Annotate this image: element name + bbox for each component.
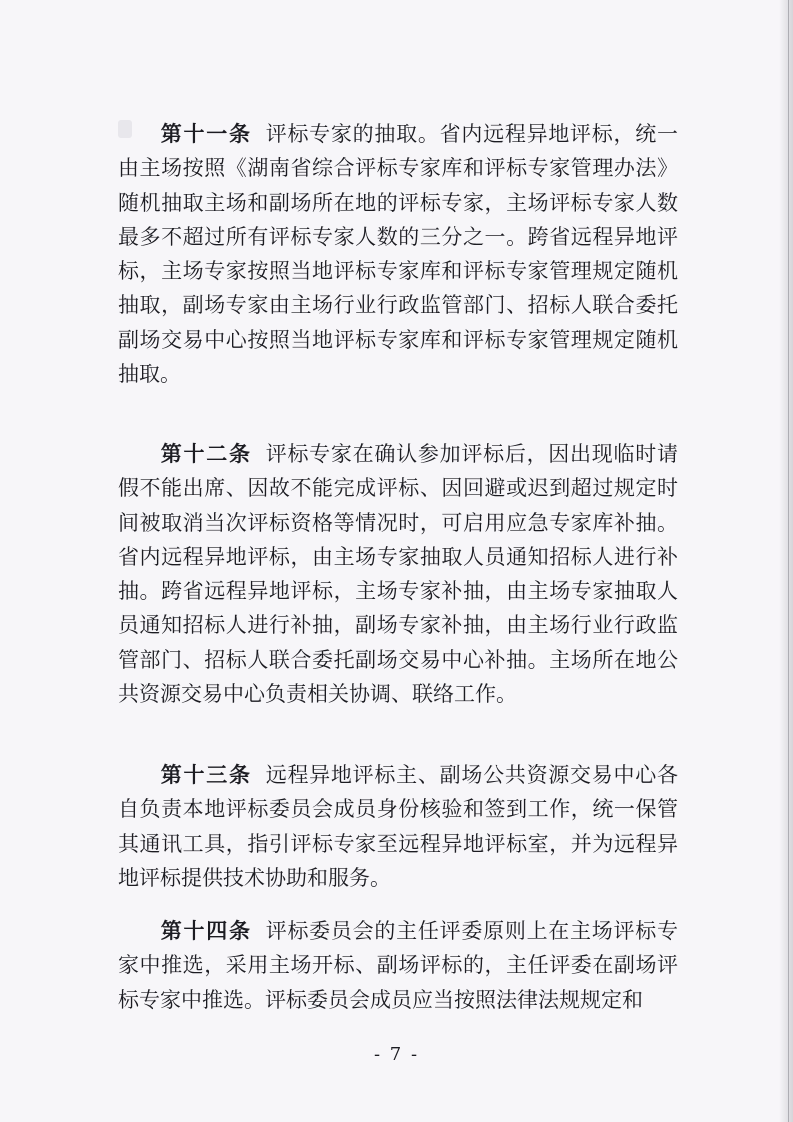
article-11-heading: 第十一条 (160, 121, 252, 146)
article-13-heading: 第十三条 (160, 762, 252, 787)
page-number: - 7 - (373, 1044, 420, 1065)
article-12-heading: 第十二条 (160, 441, 252, 466)
article-13 (118, 758, 678, 895)
article-11 (118, 117, 678, 391)
article-13-body: 远程异地评标主、副场公共资源交易中心各自负责本地评标委员会成员身份核验和签到工作，统一保管其通讯工具，指引评标专家至远程异地评标室，并为远程异地评标提供技术协助和服务。 (118, 763, 679, 890)
article-11-body: 评标专家的抽取。省内远程异地评标，统一由主场按照《湖南省综合评标专家库和评标专家管理办法》随机抽取主场和副场所在地的评标专家，主场评标专家人数最多不超过所有评标专家人数的三分之一。跨省远程异地评标，主场专家按照当地评标专家库和评标专家管理规定随机抽取，副场专家由主场行业行政监管部门、招标人联合委托副场交易中心按照当地评标专家库和评标专家管理规定随机抽取。 (118, 122, 679, 387)
scan-edge-shadow (779, 0, 793, 1122)
article-14-heading: 第十四条 (160, 918, 252, 943)
article-14-body: 评标委员会的主任评委原则上在主场评标专家中推选，采用主场开标、副场评标的，主任评委在副场评标专家中推选。评标委员会成员应当按照法律法规规定和 (118, 919, 679, 1012)
article-12 (118, 437, 678, 711)
article-14 (118, 914, 678, 1017)
article-12-body: 评标专家在确认参加评标后，因出现临时请假不能出席、因故不能完成评标、因回避或迟到超过规定时间被取消当次评标资格等情况时，可启用应急专家库补抽。省内远程异地评标，由主场专家抽取人员通知招标人进行补抽。跨省远程异地评标，主场专家补抽，由主场专家抽取人员通知招标人进行补抽，副场专家补抽，由主场行业行政监管部门、招标人联合委托副场交易中心补抽。主场所在地公共资源交易中心负责相关协调、联络工作。 (118, 442, 679, 707)
scan-edge-line (788, 0, 789, 1122)
